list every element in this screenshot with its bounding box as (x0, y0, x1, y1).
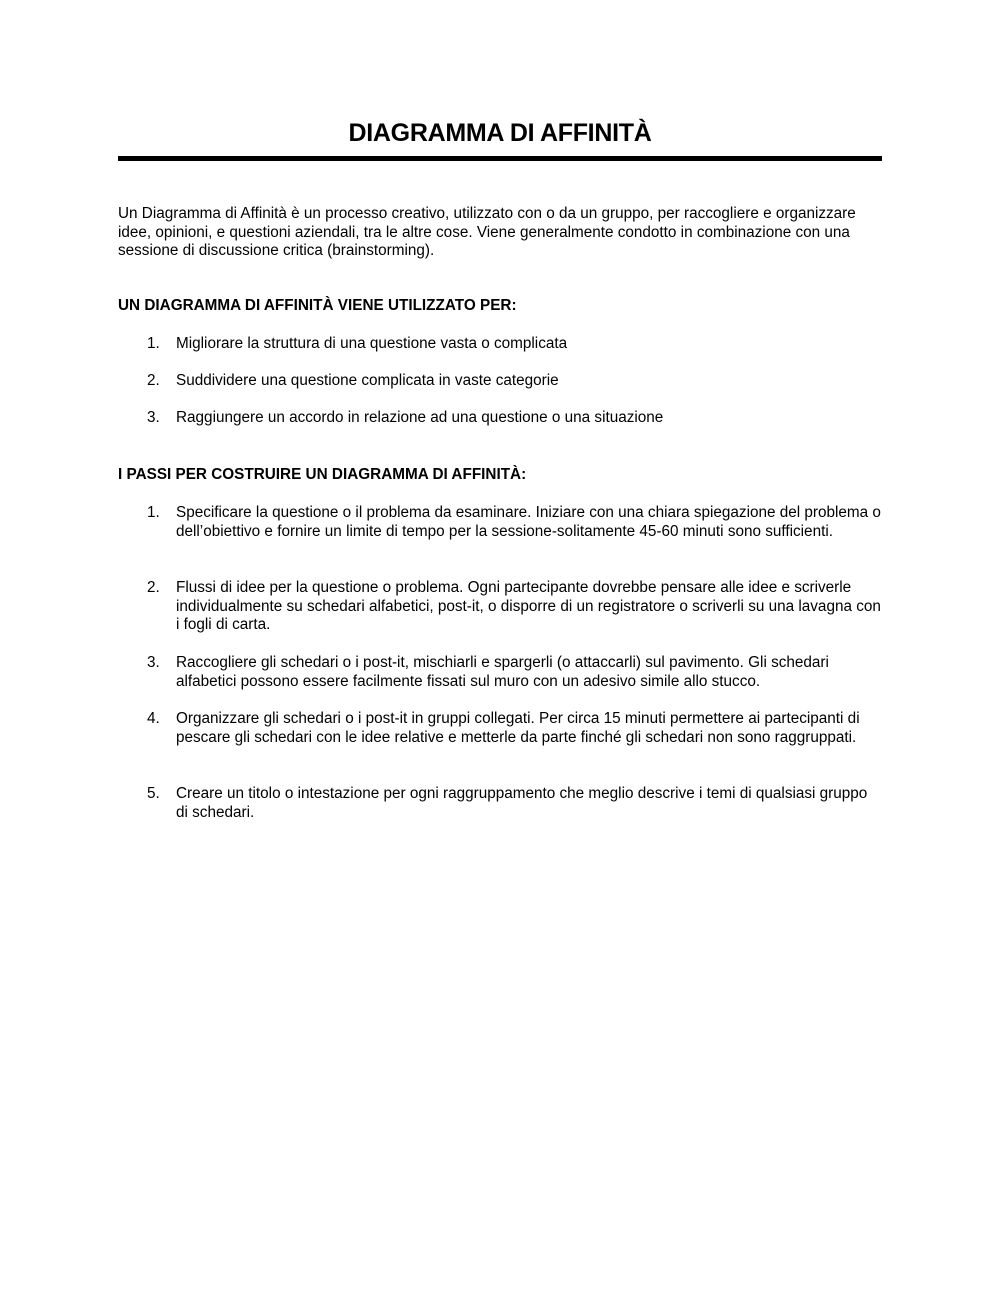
list-number: 1. (147, 335, 160, 352)
list-item (147, 579, 882, 635)
list-item (147, 504, 882, 541)
list-text: Raccogliere gli schedari o i post-it, mischiarli e spargerli (o attaccarli) sul pavimento. Gli schedari alfabetici possono essere facilmente fissati sul muro con un adesivo simile allo stucco. (176, 654, 829, 690)
list-number: 5. (147, 785, 160, 802)
list-item (147, 335, 882, 354)
title-divider (118, 156, 882, 161)
list-text: Flussi di idee per la questione o problema. Ogni partecipante dovrebbe pensare alle idee e scriverle individualmente su schedari alfabetici, post-it, o disporre di un registratore o scriverli su una lavagna con i fogli di carta. (176, 579, 881, 633)
list-text: Suddividere una questione complicata in vaste categorie (176, 372, 559, 389)
list-text: Raggiungere un accordo in relazione ad una questione o una situazione (176, 409, 664, 426)
list-item (147, 710, 882, 747)
list-item (147, 409, 882, 428)
list-text: Creare un titolo o intestazione per ogni raggruppamento che meglio descrive i temi di qualsiasi gruppo di schedari. (176, 785, 868, 821)
list-item (147, 785, 882, 822)
list-text: Migliorare la struttura di una questione vasta o complicata (176, 335, 568, 352)
section-heading-steps: I PASSI PER COSTRUIRE UN DIAGRAMMA DI AFFINITÀ: (118, 466, 527, 483)
list-number: 2. (147, 579, 160, 596)
document-title: DIAGRAMMA DI AFFINITÀ (348, 119, 652, 147)
list-text: Specificare la questione o il problema da esaminare. Iniziare con una chiara spiegazione del problema o dell’obiettivo e fornire un limite di tempo per la sessione-solitamente 45-60 minuti sono sufficienti. (176, 504, 881, 540)
list-number: 3. (147, 654, 160, 671)
list-number: 1. (147, 504, 160, 521)
list-number: 3. (147, 409, 160, 426)
list-number: 2. (147, 372, 160, 389)
list-item (147, 654, 882, 691)
intro-paragraph: Un Diagramma di Affinità è un processo creativo, utilizzato con o da un gruppo, per raccogliere e organizzare idee, opinioni, e questioni aziendali, tra le altre cose. Viene generalmente condotto in combinazione con una sessione di discussione critica (brainstorming). (118, 205, 856, 259)
section-heading-uses: UN DIAGRAMMA DI AFFINITÀ VIENE UTILIZZATO PER: (118, 297, 517, 314)
list-number: 4. (147, 710, 160, 727)
list-text: Organizzare gli schedari o i post-it in gruppi collegati. Per circa 15 minuti permettere ai partecipanti di pescare gli schedari con le idee relative e metterle da parte finché gli schedari non sono raggruppati. (176, 710, 860, 746)
list-item (147, 372, 882, 391)
